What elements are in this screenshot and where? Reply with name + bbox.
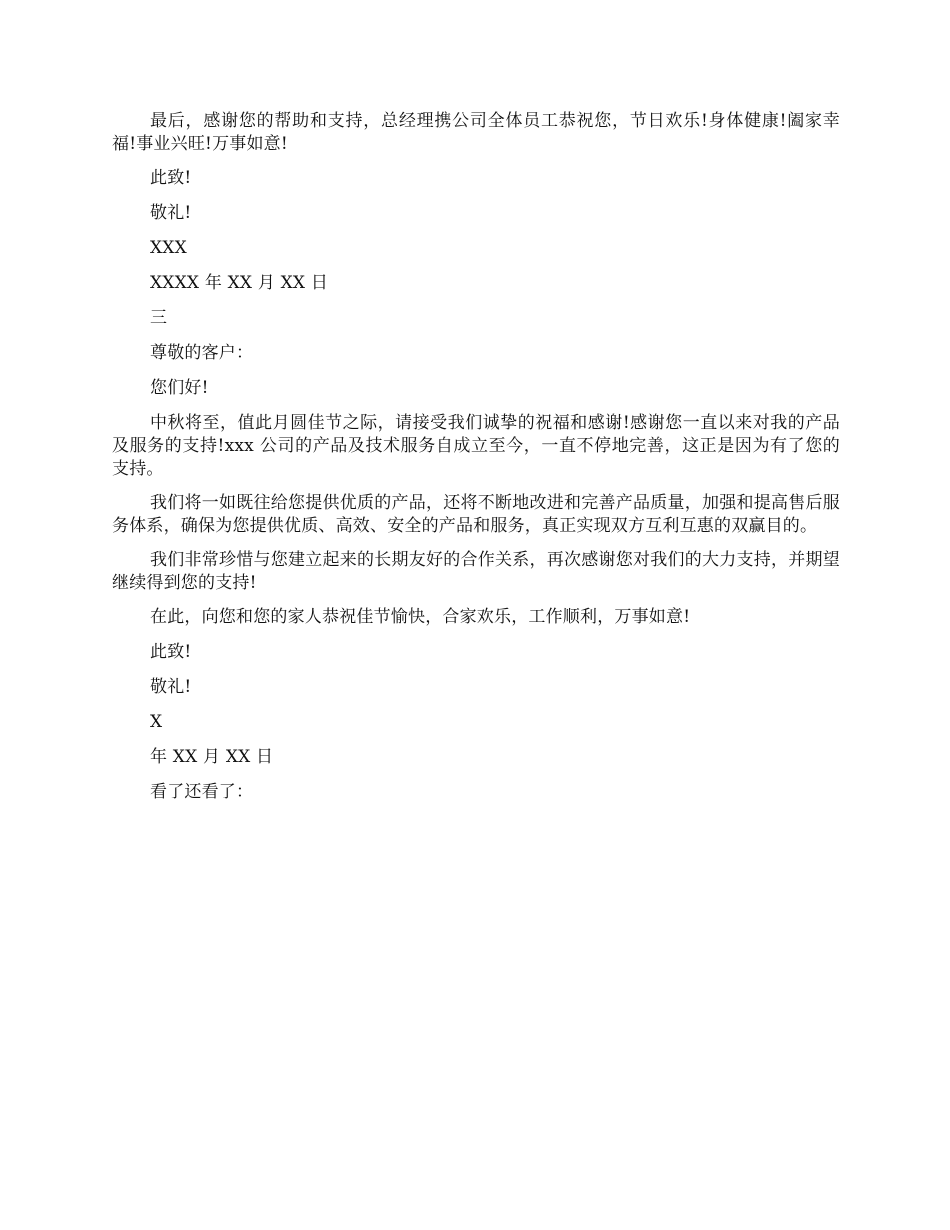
document-page: [112, 110, 840, 816]
salutation-jing-li: 敬礼!: [150, 203, 192, 223]
body-paragraph: 中秋将至，值此月圆佳节之际，请接受我们诚挚的祝福和感谢!感谢您一直以来对我的产品及服务的支持!xxx 公司的产品及技术服务自成立至今，一直不停地完善，这正是因为有了您的支持。: [112, 413, 840, 479]
salutation-ci-zhi: 此致!: [150, 642, 192, 662]
body-paragraph: 在此，向您和您的家人恭祝佳节愉快，合家欢乐，工作顺利，万事如意!: [150, 607, 691, 627]
signature: X: [150, 712, 163, 732]
section-number: 三: [150, 308, 168, 328]
greeting: 您们好!: [150, 378, 209, 398]
related-reading-label: 看了还看了：: [150, 782, 254, 802]
letter-date: XXXX 年 XX 月 XX 日: [150, 273, 329, 293]
salutation-jing-li: 敬礼!: [150, 677, 192, 697]
salutation-ci-zhi: 此致!: [150, 168, 192, 188]
closing-paragraph: 最后，感谢您的帮助和支持，总经理携公司全体员工恭祝您，节日欢乐!身体健康!阖家幸福!事业兴旺!万事如意!: [112, 111, 840, 154]
body-paragraph: 我们非常珍惜与您建立起来的长期友好的合作关系，再次感谢您对我们的大力支持，并期望继续得到您的支持!: [112, 550, 840, 593]
body-paragraph: 我们将一如既往给您提供优质的产品，还将不断地改进和完善产品质量，加强和提高售后服务体系，确保为您提供优质、高效、安全的产品和服务，真正实现双方互利互惠的双赢目的。: [112, 493, 840, 536]
addressee: 尊敬的客户：: [150, 343, 254, 363]
signature: XXX: [150, 238, 187, 258]
letter-date: 年 XX 月 XX 日: [150, 747, 274, 767]
